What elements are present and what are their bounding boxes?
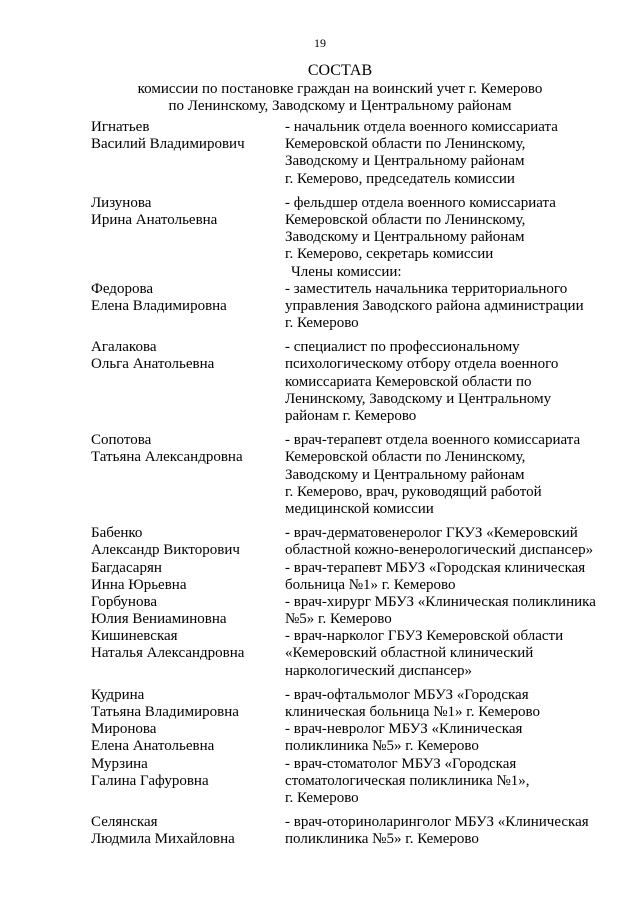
- member-position-line: - заместитель начальника территориального: [285, 280, 568, 297]
- member-name: [91, 756, 285, 808]
- member-name: [91, 525, 285, 559]
- member-name-line: Селянская: [91, 814, 158, 831]
- member-position-line: - начальник отдела военного комиссариата: [285, 119, 558, 135]
- member-row: [91, 687, 621, 721]
- member-position-line: Заводскому и Центральному районам: [285, 229, 525, 246]
- member-position-line: г. Кемерово: [285, 789, 359, 806]
- page-number: 19: [314, 36, 326, 50]
- member-name-line: Ольга Анатольевна: [91, 356, 215, 373]
- member-position-line: г. Кемерово: [285, 315, 359, 332]
- member-position-line: районам г. Кемерово: [285, 408, 417, 424]
- member-position-line: - врач-стоматолог МБУЗ «Городская: [285, 755, 517, 772]
- member-name-line: Горбунова: [91, 593, 157, 610]
- member-position-line: комиссариата Кемеровской области по: [285, 373, 532, 390]
- member-position: [285, 594, 605, 628]
- member-name-line: Ирина Анатольевна: [91, 211, 218, 228]
- member-position-line: психологическому отбору отдела военного: [285, 356, 559, 373]
- member-position: [285, 687, 605, 721]
- member-row: [91, 560, 621, 594]
- spacer: [91, 807, 621, 814]
- member-name-line: Миронова: [91, 721, 157, 738]
- member-position-line: клиническая больница №1» г. Кемерово: [285, 704, 540, 720]
- spacer: [91, 425, 621, 432]
- member-name-line: Татьяна Владимировна: [91, 704, 239, 720]
- spacer: [91, 518, 621, 525]
- spacer: [91, 188, 621, 195]
- member-name: [91, 687, 285, 721]
- member-position: [285, 628, 605, 680]
- member-position-line: - врач-оториноларинголог МБУЗ «Клиническая: [285, 814, 589, 831]
- member-name: [91, 814, 285, 848]
- member-position-line: стоматологическая поликлиника №1»,: [285, 772, 530, 789]
- member-row: [91, 281, 621, 333]
- member-position-line: Кемеровской области по Ленинскому,: [285, 211, 526, 228]
- member-position-line: Кемеровской области по Ленинскому,: [285, 449, 526, 466]
- member-name: [91, 281, 285, 333]
- member-row: [91, 721, 621, 755]
- member-position-line: Ленинскому, Заводскому и Центральному: [285, 390, 552, 407]
- member-row: [91, 756, 621, 808]
- member-name: [91, 594, 285, 628]
- member-name-line: Игнатьев: [91, 119, 150, 135]
- member-name: [91, 119, 285, 188]
- member-position-line: медицинской комиссии: [285, 500, 434, 517]
- document-title: СОСТАВ: [307, 62, 373, 79]
- member-name-line: Мурзина: [91, 755, 148, 772]
- member-position-line: «Кемеровский областной клинический: [285, 645, 534, 662]
- member-position: [285, 195, 605, 264]
- member-position-line: г. Кемерово, секретарь комиссии: [285, 246, 494, 263]
- member-name-line: Багдасарян: [91, 559, 162, 576]
- member-position-line: управления Заводского района администрации: [285, 297, 584, 314]
- member-position-line: - врач-хирург МБУЗ «Клиническая поликлиника: [285, 593, 596, 610]
- member-position-line: - врач-терапевт отдела военного комиссариата: [285, 432, 581, 449]
- member-name-line: Федорова: [91, 280, 153, 297]
- member-row: [91, 525, 621, 559]
- member-name: [91, 560, 285, 594]
- member-row: [91, 119, 621, 188]
- member-position-line: г. Кемерово, врач, руководящий работой: [285, 483, 542, 500]
- member-position: [285, 119, 605, 188]
- member-position-line: - специалист по профессиональному: [285, 339, 520, 356]
- member-name-line: Инна Юрьевна: [91, 576, 187, 593]
- member-name-line: Василий Владимирович: [91, 136, 245, 153]
- member-name-line: Людмила Михайловна: [91, 831, 235, 848]
- member-position-line: №5» г. Кемерово: [285, 611, 392, 628]
- document-heading: [70, 62, 610, 115]
- member-row: [91, 628, 621, 680]
- member-position-line: поликлиника №5» г. Кемерово: [285, 831, 479, 848]
- member-position-line: - врач-дерматовенеролог ГКУЗ «Кемеровский: [285, 525, 578, 542]
- member-name-line: Наталья Александровна: [91, 645, 245, 662]
- member-position-line: Заводскому и Центральному районам: [285, 466, 525, 483]
- member-name-line: Агалакова: [91, 339, 157, 356]
- member-position-line: г. Кемерово, председатель комиссии: [285, 170, 515, 187]
- spacer: [91, 332, 621, 339]
- section-header-members: Члены комиссии:: [291, 263, 402, 280]
- member-position: [285, 560, 605, 594]
- member-position-line: - врач-невролог МБУЗ «Клиническая: [285, 721, 523, 738]
- member-position-line: - врач-нарколог ГБУЗ Кемеровской области: [285, 628, 564, 645]
- member-row: [91, 195, 621, 264]
- member-position-line: - фельдшер отдела военного комиссариата: [285, 194, 556, 211]
- member-name: [91, 628, 285, 680]
- member-position-line: наркологический диспансер»: [285, 662, 473, 679]
- member-name-line: Александр Викторович: [91, 542, 240, 559]
- member-name-line: Кудрина: [91, 686, 145, 703]
- member-name-line: Бабенко: [91, 525, 143, 542]
- member-name-line: Елена Владимировна: [91, 297, 227, 314]
- member-name-line: Кишиневская: [91, 628, 178, 645]
- member-name-line: Юлия Вениаминовна: [91, 611, 227, 628]
- member-name-line: Татьяна Александровна: [91, 449, 243, 466]
- commission-members-list: [91, 119, 621, 849]
- member-position: [285, 432, 605, 518]
- member-position-line: Кемеровской области по Ленинскому,: [285, 136, 526, 153]
- member-name: [91, 721, 285, 755]
- member-row: [91, 432, 621, 518]
- member-name: [91, 339, 285, 425]
- member-name-line: Галина Гафуровна: [91, 772, 209, 789]
- member-name: [91, 432, 285, 518]
- member-position: [285, 281, 605, 333]
- document-subtitle-line: комиссии по постановке граждан на воинский учет г. Кемерово: [137, 81, 543, 97]
- member-position: [285, 721, 605, 755]
- spacer: [91, 680, 621, 687]
- member-position: [285, 756, 605, 808]
- member-row: [91, 594, 621, 628]
- member-position-line: - врач-терапевт МБУЗ «Городская клиническая: [285, 559, 586, 576]
- member-position-line: больница №1» г. Кемерово: [285, 576, 456, 593]
- member-position: [285, 525, 605, 559]
- member-position-line: - врач-офтальмолог МБУЗ «Городская: [285, 686, 529, 703]
- member-position-line: Заводскому и Центральному районам: [285, 153, 525, 170]
- member-name-line: Сопотова: [91, 432, 152, 449]
- member-name-line: Лизунова: [91, 194, 152, 211]
- member-row: [91, 339, 621, 425]
- member-name: [91, 195, 285, 264]
- member-position-line: областной кожно-венерологический диспансер»: [285, 542, 594, 559]
- member-position-line: поликлиника №5» г. Кемерово: [285, 738, 479, 755]
- member-name-line: Елена Анатольевна: [91, 738, 215, 755]
- member-position: [285, 339, 605, 425]
- member-position: [285, 814, 605, 848]
- document-subtitle-line: по Ленинскому, Заводскому и Центральному районам: [168, 98, 512, 114]
- member-row: [91, 814, 621, 848]
